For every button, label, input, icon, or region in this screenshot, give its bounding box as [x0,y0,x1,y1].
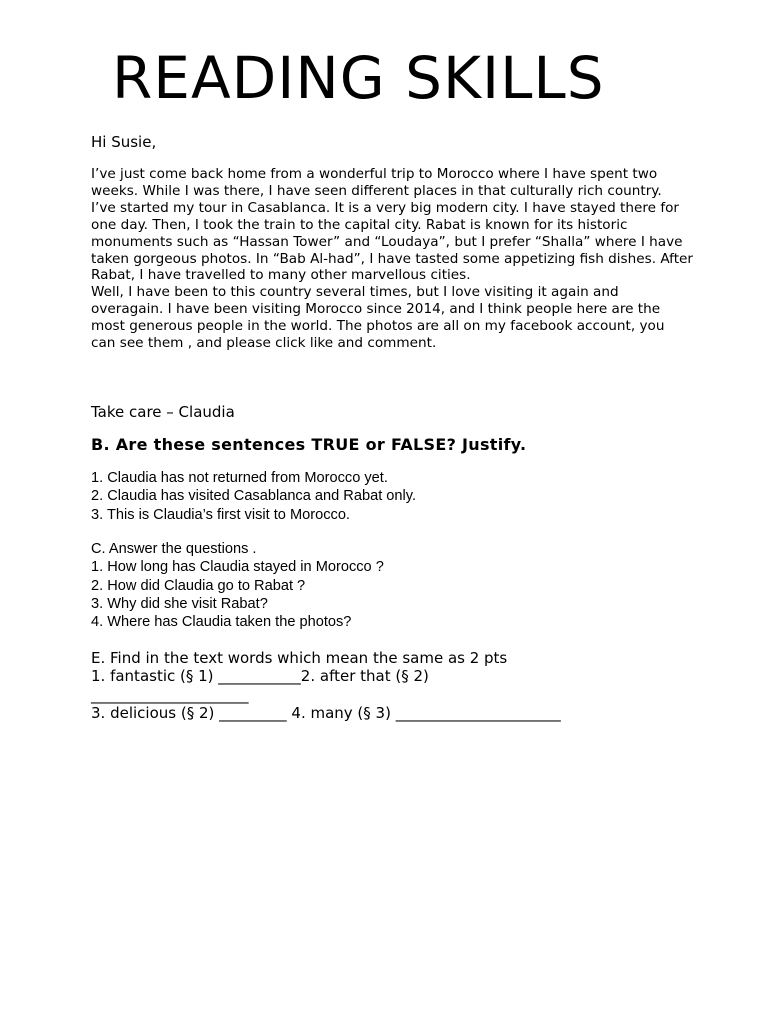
letter-paragraph: I’ve just come back home from a wonderful trip to Morocco where I have spent two weeks. While I was there, I have seen different places in that culturally rich country. [91,166,662,199]
letter-paragraph: I’ve started my tour in Casablanca. It is a very big modern city. I have stayed there for one day. Then, I took the train to the capital city. Rabat is known for its historic monuments such as “Hassan Tower” and “Loudaya”, but I prefer “Shalla” where I have taken gorgeous photos. In “Bab Al-had”, I have tasted some appetizing fish dishes. After Rabat, I have travelled to many other marvellous cities. [91,199,693,284]
section-b-heading: B. Are these sentences TRUE or FALSE? Justify. [91,435,527,454]
list-item: 2. Claudia has visited Casablanca and Rabat only. [91,488,417,505]
answer-line: 3. delicious (§ 2) _________ 4. many (§ 3) ______________________ [91,703,561,722]
list-item: 1. Claudia has not returned from Morocco yet. [91,470,388,486]
section-b-list [91,469,691,524]
section-c [91,540,691,631]
list-item: 4. Where has Claudia taken the photos? [91,614,352,631]
letter-paragraph: Well, I have been to this country several times, but I love visiting it again and overagain. I have been visiting Morocco since 2014, and I think people here are the most generous people in the world. The photos are all on my facebook account, you can see them , and please click like and comment. [91,284,665,352]
section-c-heading: C. Answer the questions . [91,541,257,557]
letter-greeting: Hi Susie, [91,133,157,151]
answer-line: 1. fantastic (§ 1) ___________2. after that (§ 2) [91,667,429,686]
list-item: 1. How long has Claudia stayed in Morocco ? [91,559,384,576]
letter-body [91,166,693,352]
list-item: 3. This is Claudia’s first visit to Morocco. [91,506,350,523]
list-item: 2. How did Claudia go to Rabat ? [91,577,306,594]
page-title: READING SKILLS [112,44,605,112]
list-item: 3. Why did she visit Rabat? [91,595,268,612]
section-e-heading: E. Find in the text words which mean the same as 2 pts [91,649,508,667]
letter-signoff: Take care – Claudia [91,403,235,421]
section-e [91,649,731,722]
answer-line: _____________________ [91,685,249,704]
